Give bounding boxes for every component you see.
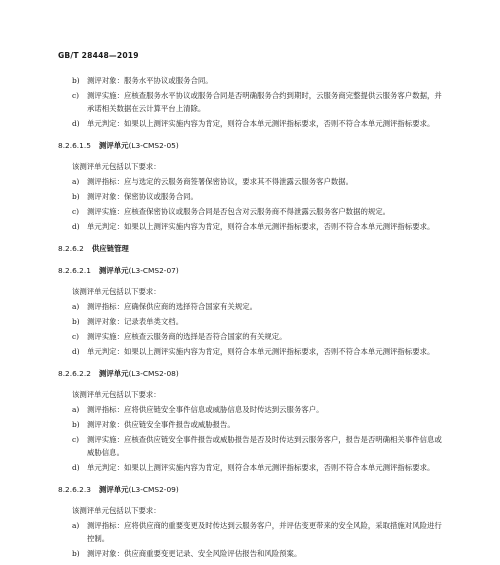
list-item [58, 315, 448, 328]
list-item-marker: c) [72, 332, 80, 341]
list-item [58, 220, 448, 233]
list-item-text: 测评对象：供应链安全事件报告或威胁报告。 [87, 420, 235, 429]
paragraph: 该测评单元包括以下要求： [72, 390, 161, 399]
section-heading [58, 242, 448, 255]
standard-header: GB/T 28448—2019 [58, 51, 139, 60]
section-number: 8.2.6.2.3 [58, 485, 91, 494]
list-item-text: 测评实施：应核查云服务商的选择是否符合国家的有关规定。 [87, 332, 287, 341]
list-item [58, 461, 448, 474]
list-item-marker: b) [72, 192, 80, 201]
paragraph: 该测评单元包括以下要求： [72, 287, 161, 296]
section-number: 8.2.6.2.2 [58, 369, 91, 378]
section-title: 测评单元 [98, 485, 129, 494]
section-number: 8.2.6.2.1 [58, 266, 91, 275]
section-heading [58, 367, 448, 380]
list-item-marker: d) [72, 463, 80, 472]
list-item-text: 测评指标：应将供应商的重要变更及时传达到云服务客户，并评估变更带来的安全风险，采取措施对风险进行控制。 [87, 521, 442, 543]
list-item [58, 345, 448, 358]
list-item-marker: a) [72, 405, 80, 414]
paragraph: 该测评单元包括以下要求： [72, 506, 161, 515]
list-item [58, 433, 448, 459]
list-item-marker: d) [72, 222, 80, 231]
list-item-marker: a) [72, 521, 80, 530]
section-number: 8.2.6.2 [58, 244, 84, 253]
list-item-text: 测评对象：记录表单类文档。 [87, 317, 184, 326]
list-item-marker: d) [72, 347, 80, 356]
list-item-text: 测评指标：应确保供应商的选择符合国家有关规定。 [87, 302, 257, 311]
section-heading [58, 139, 448, 152]
list-item-text: 测评指标：应将供应链安全事件信息或威胁信息及时传达到云服务客户。 [87, 405, 324, 414]
list-item-marker: a) [72, 302, 80, 311]
list-item-text: 测评对象：供应商重要变更记录、安全风险评估报告和风险预案。 [87, 549, 302, 558]
section-title: 测评单元 [98, 369, 129, 378]
section-title: 测评单元 [98, 266, 129, 275]
list-item-marker: a) [72, 177, 80, 186]
paragraph: 该测评单元包括以下要求： [72, 162, 161, 171]
list-item-text: 测评指标：应与选定的云服务商签署保密协议，要求其不得泄露云服务客户数据。 [87, 177, 354, 186]
list-item-text: 测评实施：应核查供应链安全事件报告或威胁报告是否及时传达到云服务客户，报告是否明确相关事件信息或威胁信息。 [87, 435, 442, 457]
section-code: (L3-CMS2-09) [128, 485, 179, 494]
section-title: 测评单元 [98, 141, 129, 150]
document-body [58, 74, 448, 562]
list-item [58, 403, 448, 416]
section-number: 8.2.6.1.5 [58, 141, 91, 150]
section-heading [58, 483, 448, 496]
list-item-marker: b) [72, 317, 80, 326]
list-item-text: 测评对象：保密协议或服务合同。 [87, 192, 198, 201]
section-code: (L3-CMS2-07) [128, 266, 179, 275]
list-item-text: 单元判定：如果以上测评实施内容为肯定，则符合本单元测评指标要求，否则不符合本单元测评指标要求。 [87, 347, 435, 356]
list-item-marker: b) [72, 76, 80, 85]
list-item [58, 190, 448, 203]
list-item [58, 418, 448, 431]
list-item-text: 测评实施：应核查服务水平协议或服务合同是否明确服务合约到期时，云服务商完整提供云服务客户数据，并承诺相关数据在云计算平台上清除。 [87, 91, 442, 113]
section-heading [58, 264, 448, 277]
list-item-marker: d) [72, 119, 80, 128]
list-item [58, 519, 448, 545]
list-item [58, 74, 448, 87]
list-item [58, 205, 448, 218]
list-item-marker: b) [72, 420, 80, 429]
section-code: (L3-CMS2-08) [128, 369, 179, 378]
list-item [58, 89, 448, 115]
list-item [58, 175, 448, 188]
list-item-text: 测评实施：应核查保密协议或服务合同是否包含对云服务商不得泄露云服务客户数据的规定。 [87, 207, 391, 216]
section-title: 供应链管理 [91, 244, 129, 253]
list-item-text: 单元判定：如果以上测评实施内容为肯定，则符合本单元测评指标要求，否则不符合本单元测评指标要求。 [87, 222, 435, 231]
list-item-marker: c) [72, 91, 80, 100]
list-item-text: 单元判定：如果以上测评实施内容为肯定，则符合本单元测评指标要求，否则不符合本单元测评指标要求。 [87, 463, 435, 472]
list-item-text: 测评对象：服务水平协议或服务合同。 [87, 76, 213, 85]
list-item-text: 单元判定：如果以上测评实施内容为肯定，则符合本单元测评指标要求，否则不符合本单元测评指标要求。 [87, 119, 435, 128]
list-item-marker: c) [72, 435, 80, 444]
list-item [58, 330, 448, 343]
list-item-marker: c) [72, 207, 80, 216]
list-item [58, 117, 448, 130]
section-code: (L3-CMS2-05) [128, 141, 179, 150]
list-item [58, 300, 448, 313]
list-item-marker: b) [72, 549, 80, 558]
list-item [58, 547, 448, 560]
